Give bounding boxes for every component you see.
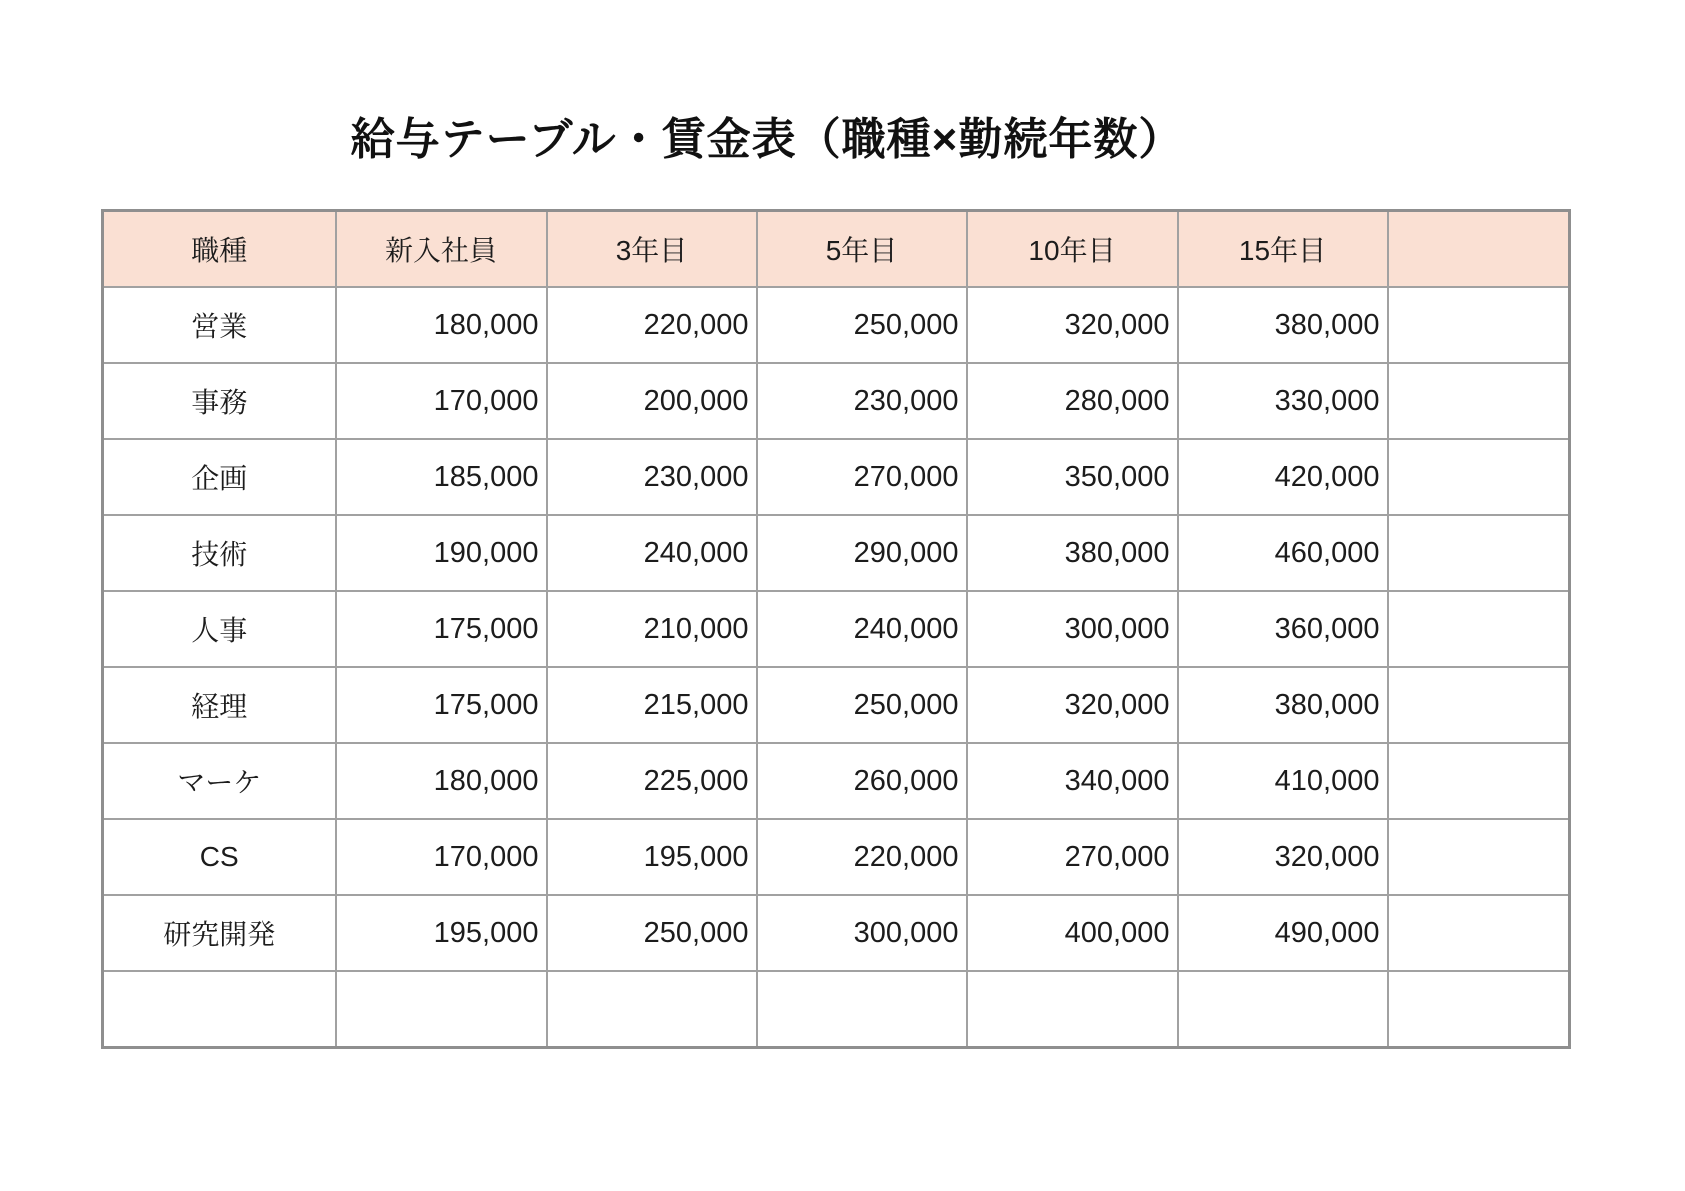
salary-value-cell: 320,000 [1178, 819, 1388, 895]
salary-value-cell [336, 971, 547, 1047]
salary-value-cell [1388, 667, 1570, 743]
salary-value-cell: 260,000 [757, 743, 967, 819]
salary-value-cell: 180,000 [336, 743, 547, 819]
salary-value-cell [547, 971, 757, 1047]
salary-value-cell: 350,000 [967, 439, 1178, 515]
salary-value-cell: 185,000 [336, 439, 547, 515]
salary-value-cell: 380,000 [967, 515, 1178, 591]
salary-value-cell: 230,000 [757, 363, 967, 439]
salary-value-cell: 250,000 [757, 287, 967, 363]
salary-value-cell [757, 971, 967, 1047]
salary-value-cell: 220,000 [547, 287, 757, 363]
salary-value-cell [1388, 515, 1570, 591]
salary-value-cell: 400,000 [967, 895, 1178, 971]
salary-value-cell [1388, 287, 1570, 363]
row-label: CS [103, 819, 336, 895]
row-label: 人事 [103, 591, 336, 667]
header-cell-year-5: 5年目 [757, 211, 967, 288]
salary-value-cell: 300,000 [967, 591, 1178, 667]
salary-value-cell: 200,000 [547, 363, 757, 439]
salary-value-cell: 490,000 [1178, 895, 1388, 971]
salary-value-cell: 230,000 [547, 439, 757, 515]
salary-value-cell [1388, 895, 1570, 971]
salary-value-cell: 330,000 [1178, 363, 1388, 439]
page-title: 給与テーブル・賃金表（職種×勤続年数） [350, 115, 1184, 164]
row-label: 企画 [103, 439, 336, 515]
row-label: 営業 [103, 287, 336, 363]
row-label [103, 971, 336, 1047]
table-row [103, 287, 1570, 363]
table-header-row [103, 211, 1570, 288]
salary-value-cell: 215,000 [547, 667, 757, 743]
header-cell-year-10: 10年目 [967, 211, 1178, 288]
salary-value-cell: 460,000 [1178, 515, 1388, 591]
salary-value-cell [1178, 971, 1388, 1047]
table-row [103, 971, 1570, 1047]
salary-value-cell: 250,000 [547, 895, 757, 971]
table-row [103, 667, 1570, 743]
row-label: 経理 [103, 667, 336, 743]
salary-value-cell: 320,000 [967, 287, 1178, 363]
salary-value-cell [967, 971, 1178, 1047]
salary-value-cell: 195,000 [547, 819, 757, 895]
table-row [103, 515, 1570, 591]
salary-value-cell: 240,000 [757, 591, 967, 667]
salary-value-cell: 180,000 [336, 287, 547, 363]
salary-value-cell: 270,000 [757, 439, 967, 515]
table-row [103, 363, 1570, 439]
salary-value-cell: 170,000 [336, 363, 547, 439]
table-row [103, 895, 1570, 971]
salary-value-cell: 250,000 [757, 667, 967, 743]
salary-value-cell: 380,000 [1178, 287, 1388, 363]
header-cell-new-hire: 新入社員 [336, 211, 547, 288]
salary-value-cell [1388, 591, 1570, 667]
salary-value-cell: 210,000 [547, 591, 757, 667]
salary-value-cell: 270,000 [967, 819, 1178, 895]
row-label: 研究開発 [103, 895, 336, 971]
salary-value-cell: 225,000 [547, 743, 757, 819]
salary-value-cell: 340,000 [967, 743, 1178, 819]
salary-value-cell: 170,000 [336, 819, 547, 895]
row-label: マーケ [103, 743, 336, 819]
salary-value-cell: 320,000 [967, 667, 1178, 743]
salary-value-cell [1388, 743, 1570, 819]
salary-value-cell: 195,000 [336, 895, 547, 971]
salary-value-cell: 280,000 [967, 363, 1178, 439]
salary-value-cell [1388, 971, 1570, 1047]
salary-value-cell: 360,000 [1178, 591, 1388, 667]
salary-value-cell [1388, 819, 1570, 895]
header-cell-year-3: 3年目 [547, 211, 757, 288]
salary-value-cell [1388, 439, 1570, 515]
salary-value-cell: 300,000 [757, 895, 967, 971]
salary-value-cell [1388, 363, 1570, 439]
header-cell-year-15: 15年目 [1178, 211, 1388, 288]
salary-value-cell: 175,000 [336, 667, 547, 743]
salary-value-cell: 410,000 [1178, 743, 1388, 819]
salary-value-cell: 380,000 [1178, 667, 1388, 743]
row-label: 技術 [103, 515, 336, 591]
table-row [103, 743, 1570, 819]
salary-table [101, 209, 1571, 1049]
header-cell-empty [1388, 211, 1570, 288]
salary-value-cell: 240,000 [547, 515, 757, 591]
table-row [103, 819, 1570, 895]
row-label: 事務 [103, 363, 336, 439]
salary-value-cell: 290,000 [757, 515, 967, 591]
salary-value-cell: 175,000 [336, 591, 547, 667]
header-cell-job-type: 職種 [103, 211, 336, 288]
salary-value-cell: 420,000 [1178, 439, 1388, 515]
salary-value-cell: 220,000 [757, 819, 967, 895]
salary-value-cell: 190,000 [336, 515, 547, 591]
table-row [103, 439, 1570, 515]
table-row [103, 591, 1570, 667]
